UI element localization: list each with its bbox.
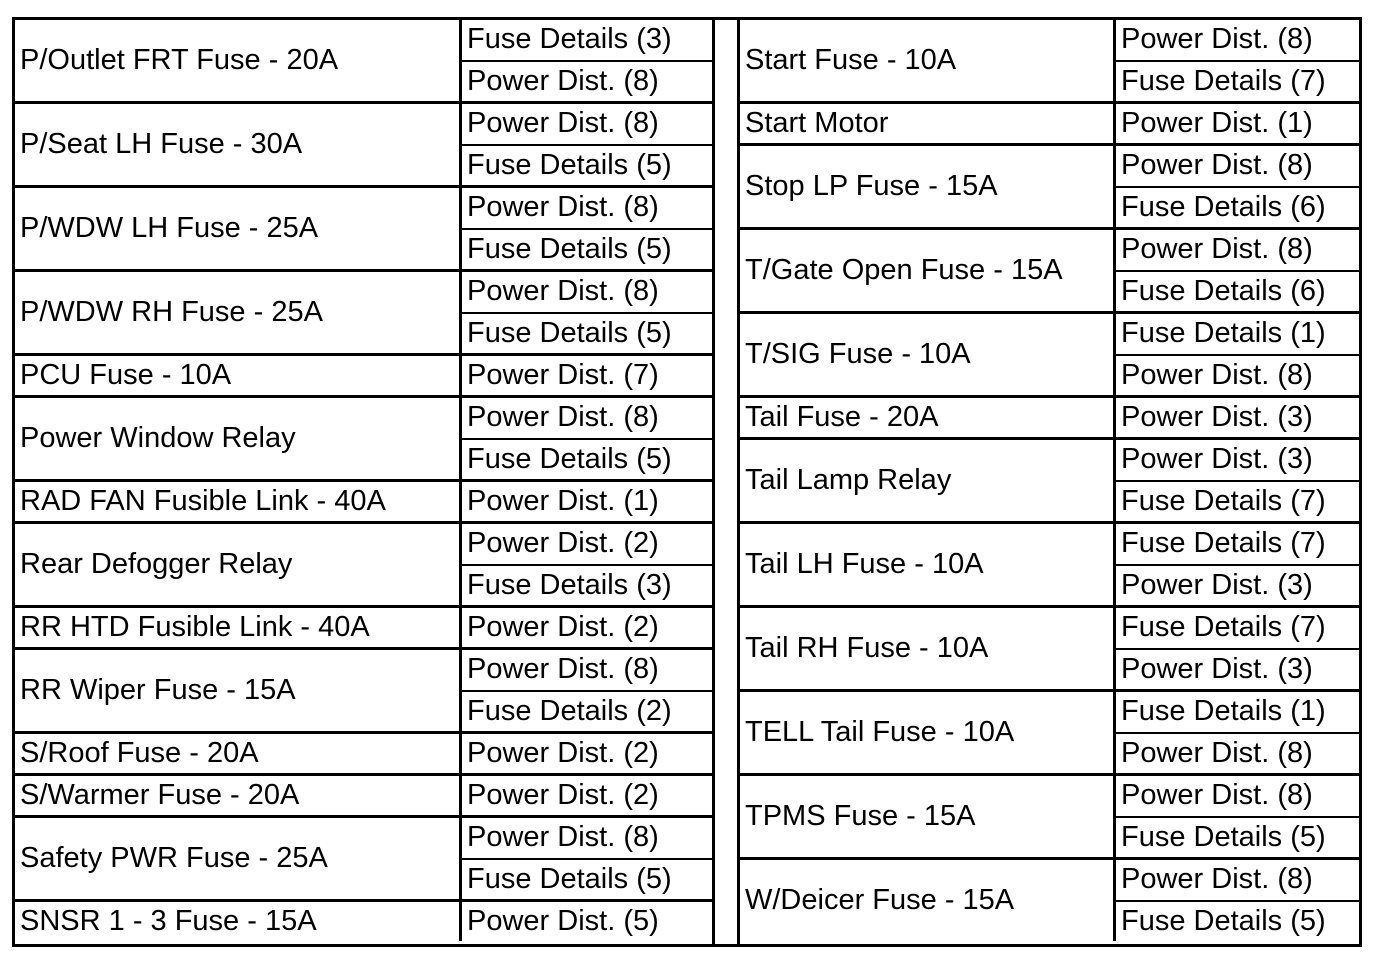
page-reference-link[interactable]: Fuse Details (5) bbox=[1116, 900, 1359, 942]
page-reference-link[interactable]: Power Dist. (2) bbox=[467, 527, 659, 560]
reference-list bbox=[1116, 440, 1359, 521]
page-reference-link[interactable]: Power Dist. (3) bbox=[1116, 564, 1359, 606]
reference-list bbox=[1116, 314, 1359, 395]
component-row bbox=[15, 815, 712, 899]
component-name: P/WDW LH Fuse - 25A bbox=[15, 188, 462, 269]
page-reference-link[interactable]: Power Dist. (8) bbox=[467, 275, 659, 308]
component-row bbox=[740, 605, 1359, 689]
page-reference-link[interactable]: Power Dist. (8) bbox=[467, 821, 659, 854]
component-row bbox=[740, 101, 1359, 143]
component-name: Tail RH Fuse - 10A bbox=[740, 608, 1116, 689]
page-reference-link[interactable]: Power Dist. (1) bbox=[467, 485, 659, 517]
reference-list bbox=[1116, 146, 1359, 227]
component-row bbox=[740, 143, 1359, 227]
reference-list bbox=[462, 608, 712, 647]
component-name: TPMS Fuse - 15A bbox=[740, 776, 1116, 857]
page-reference-link[interactable]: Fuse Details (5) bbox=[462, 144, 712, 186]
component-row bbox=[740, 857, 1359, 941]
page-reference-link[interactable]: Power Dist. (3) bbox=[1121, 443, 1313, 476]
page-reference-link[interactable]: Power Dist. (8) bbox=[1121, 23, 1313, 56]
left-column bbox=[15, 20, 712, 944]
component-name: T/Gate Open Fuse - 15A bbox=[740, 230, 1116, 311]
reference-list bbox=[1116, 104, 1359, 143]
reference-list bbox=[462, 398, 712, 479]
page-reference-link[interactable]: Fuse Details (5) bbox=[462, 858, 712, 900]
component-name: Tail Lamp Relay bbox=[740, 440, 1116, 521]
page-reference-link[interactable]: Power Dist. (8) bbox=[462, 60, 712, 102]
component-row bbox=[15, 773, 712, 815]
component-row bbox=[15, 269, 712, 353]
component-name: W/Deicer Fuse - 15A bbox=[740, 860, 1116, 941]
page-reference-link[interactable]: Fuse Details (3) bbox=[462, 564, 712, 606]
component-name: RR HTD Fusible Link - 40A bbox=[15, 608, 462, 647]
page-reference-link[interactable]: Fuse Details (7) bbox=[1116, 60, 1359, 102]
component-name: P/Outlet FRT Fuse - 20A bbox=[15, 20, 462, 101]
component-row bbox=[740, 521, 1359, 605]
page-reference-link[interactable]: Fuse Details (1) bbox=[1121, 317, 1326, 350]
reference-list bbox=[1116, 524, 1359, 605]
reference-list bbox=[462, 482, 712, 521]
reference-list bbox=[1116, 692, 1359, 773]
page-reference-link[interactable]: Power Dist. (3) bbox=[1121, 401, 1313, 433]
reference-list bbox=[1116, 20, 1359, 101]
component-index-table bbox=[12, 17, 1362, 947]
reference-list bbox=[462, 902, 712, 941]
component-name: Start Motor bbox=[740, 104, 1116, 143]
component-name: S/Warmer Fuse - 20A bbox=[15, 776, 462, 815]
component-row bbox=[740, 311, 1359, 395]
right-column bbox=[740, 20, 1359, 944]
reference-list bbox=[462, 104, 712, 185]
component-row bbox=[15, 353, 712, 395]
component-row bbox=[740, 689, 1359, 773]
page-reference-link[interactable]: Fuse Details (5) bbox=[462, 228, 712, 270]
page-reference-link[interactable]: Power Dist. (3) bbox=[1116, 648, 1359, 690]
page-reference-link[interactable]: Power Dist. (8) bbox=[1121, 233, 1313, 266]
reference-list bbox=[462, 20, 712, 101]
page-reference-link[interactable]: Fuse Details (1) bbox=[1121, 695, 1326, 728]
component-row bbox=[15, 521, 712, 605]
component-name: Start Fuse - 10A bbox=[740, 20, 1116, 101]
page-reference-link[interactable]: Fuse Details (3) bbox=[467, 23, 672, 56]
component-row bbox=[740, 395, 1359, 437]
page-reference-link[interactable]: Power Dist. (2) bbox=[467, 611, 659, 643]
component-name: Stop LP Fuse - 15A bbox=[740, 146, 1116, 227]
page-reference-link[interactable]: Power Dist. (8) bbox=[467, 653, 659, 686]
page-reference-link[interactable]: Fuse Details (7) bbox=[1121, 527, 1326, 560]
component-name: P/WDW RH Fuse - 25A bbox=[15, 272, 462, 353]
component-row bbox=[15, 605, 712, 647]
page-reference-link[interactable]: Power Dist. (8) bbox=[1116, 732, 1359, 774]
component-row bbox=[740, 773, 1359, 857]
component-row bbox=[15, 479, 712, 521]
reference-list bbox=[1116, 398, 1359, 437]
page-reference-link[interactable]: Power Dist. (8) bbox=[1121, 863, 1313, 896]
reference-list bbox=[1116, 776, 1359, 857]
component-name: S/Roof Fuse - 20A bbox=[15, 734, 462, 773]
component-row bbox=[15, 185, 712, 269]
page-reference-link[interactable]: Power Dist. (8) bbox=[1121, 779, 1313, 812]
component-row bbox=[15, 899, 712, 941]
reference-list bbox=[462, 188, 712, 269]
component-name: RR Wiper Fuse - 15A bbox=[15, 650, 462, 731]
reference-list bbox=[1116, 608, 1359, 689]
page-reference-link[interactable]: Power Dist. (2) bbox=[467, 737, 659, 769]
component-row bbox=[15, 395, 712, 479]
component-name: Tail LH Fuse - 10A bbox=[740, 524, 1116, 605]
column-divider bbox=[712, 20, 740, 944]
page-reference-link[interactable]: Power Dist. (8) bbox=[1116, 354, 1359, 396]
component-name: Safety PWR Fuse - 25A bbox=[15, 818, 462, 899]
component-row bbox=[15, 731, 712, 773]
page-reference-link[interactable]: Power Dist. (7) bbox=[467, 359, 659, 391]
page-reference-link[interactable]: Power Dist. (1) bbox=[1121, 107, 1313, 139]
page-reference-link[interactable]: Power Dist. (8) bbox=[467, 401, 659, 434]
page-reference-link[interactable]: Power Dist. (5) bbox=[467, 905, 659, 937]
page-reference-link[interactable]: Power Dist. (8) bbox=[467, 107, 659, 140]
reference-list bbox=[462, 524, 712, 605]
page-reference-link[interactable]: Fuse Details (2) bbox=[462, 690, 712, 732]
page-reference-link[interactable]: Fuse Details (7) bbox=[1116, 480, 1359, 522]
page-reference-link[interactable]: Fuse Details (6) bbox=[1116, 270, 1359, 312]
component-name: Power Window Relay bbox=[15, 398, 462, 479]
component-row bbox=[15, 101, 712, 185]
component-name: Rear Defogger Relay bbox=[15, 524, 462, 605]
component-name: P/Seat LH Fuse - 30A bbox=[15, 104, 462, 185]
page-reference-link[interactable]: Power Dist. (8) bbox=[1121, 149, 1313, 182]
reference-list bbox=[462, 650, 712, 731]
component-name: RAD FAN Fusible Link - 40A bbox=[15, 482, 462, 521]
component-name: PCU Fuse - 10A bbox=[15, 356, 462, 395]
reference-list bbox=[462, 776, 712, 815]
component-row bbox=[740, 437, 1359, 521]
page-reference-link[interactable]: Power Dist. (8) bbox=[467, 191, 659, 224]
page-reference-link[interactable]: Fuse Details (5) bbox=[462, 438, 712, 480]
reference-list bbox=[462, 356, 712, 395]
component-name: TELL Tail Fuse - 10A bbox=[740, 692, 1116, 773]
component-name: Tail Fuse - 20A bbox=[740, 398, 1116, 437]
component-name: SNSR 1 - 3 Fuse - 15A bbox=[15, 902, 462, 941]
page-reference-link[interactable]: Fuse Details (7) bbox=[1121, 611, 1326, 644]
component-name: T/SIG Fuse - 10A bbox=[740, 314, 1116, 395]
page-reference-link[interactable]: Power Dist. (2) bbox=[467, 779, 659, 811]
page-reference-link[interactable]: Fuse Details (6) bbox=[1116, 186, 1359, 228]
reference-list bbox=[462, 272, 712, 353]
component-row bbox=[740, 227, 1359, 311]
component-row bbox=[15, 20, 712, 101]
reference-list bbox=[1116, 230, 1359, 311]
reference-list bbox=[462, 734, 712, 773]
page-reference-link[interactable]: Fuse Details (5) bbox=[1116, 816, 1359, 858]
reference-list bbox=[1116, 860, 1359, 941]
page-reference-link[interactable]: Fuse Details (5) bbox=[462, 312, 712, 354]
component-row bbox=[740, 20, 1359, 101]
component-row bbox=[15, 647, 712, 731]
reference-list bbox=[462, 818, 712, 899]
